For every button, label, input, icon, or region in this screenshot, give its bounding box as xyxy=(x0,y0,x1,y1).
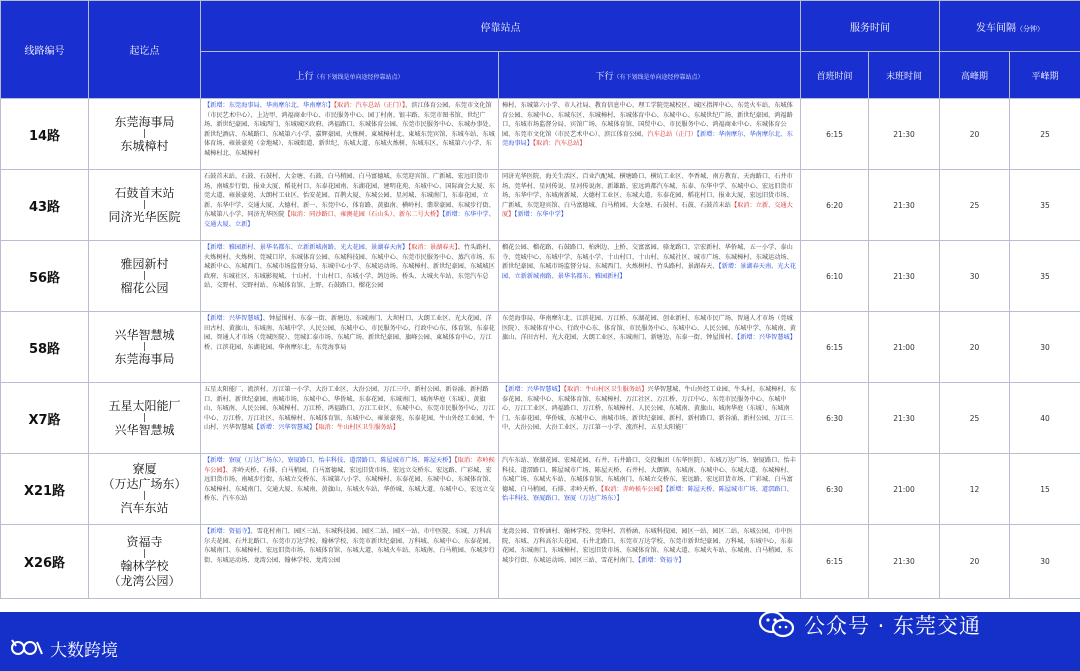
terminus-separator: | xyxy=(142,548,147,559)
first-bus-time: 6:15 xyxy=(801,525,869,599)
up-stops xyxy=(201,383,499,454)
terminus-end-detail: （龙湾公园） xyxy=(108,573,181,588)
terminus-end: 翰林学校 xyxy=(120,558,169,573)
down-stop-list: 榴花公园、榴花路、石鼓路口、柏洲边、上桥、交富富园、骆龙路口、宗宏新村、华侨城、五一小学、泰山寺、莞城中心、东城中学、东城小学、十山村口、十山村、东城社区、城市广场、东城樟村、东城运动场、新世纪豪园、东城市场监督分局、东城西门、火炼树村、竹头路村、景湖春天、 xyxy=(502,244,793,271)
route-terminus xyxy=(89,525,201,599)
terminus-end: 东莞海事局 xyxy=(114,351,175,366)
down-new-stops: 【新增：陈屋天桥、陈屋城市广场、道滘路口、怡丰科技、寮厦路口、寮厦（万达广场东）】 xyxy=(502,485,793,503)
up-stops xyxy=(201,241,499,312)
terminus-end: 同济光华医院 xyxy=(108,209,181,224)
route-terminus xyxy=(89,170,201,241)
down-stop-list: 龙湾公园、宫桥涵村、翰林学校、莞华村、宫桥涵、东城科技园、园区一站、园区二站、东城公园、市中医院、东城、万科高尔夫花园、石井北路口、东莞市万达学校、东莞市新世纪豪园、万科城、东城中心、东泰花园、东城南门、东城樟村、宏远旧货市场、东城体育馆、东城大道、东城火车站、东城南、白马稍园、东城步行街、东城运动场、园区三站、雪花村南门、 xyxy=(502,528,793,564)
peak-interval: 20 xyxy=(940,99,1010,170)
down-cancel-stops: 【取消：赤岭候车公园】 xyxy=(601,485,666,493)
up-stop-list: 石鼓首末站、石鼓、石鼓村、大金塘、石鼓、白马稍园、白马富德城、东莞迎宾馆、广新城、宏远旧货市场、南城步行街、报业大厦、稻花村口、东泰花园南、东湖花园、建明花苑、东城中心、国际商会大厦、东莞大道、雍景豪苑、大朗村工业区、怡安花园、百鹊大厦、东城公园、星河城、东城南门、东泰花园、立新、东华中学、交通大厦、大德村、新一、东莞中心、体育路、黄旗南、横岭村、翡翠豪园、东城步行街、东城第八小学、同济光华医院 xyxy=(204,173,495,219)
down-cancel-stops: 【取消：牛山村区卫生服务站】 xyxy=(563,386,648,393)
down-cancel-stops: 【取消：汽车总站】 xyxy=(532,140,586,148)
table-row xyxy=(1,383,1080,454)
wechat-watermark xyxy=(758,610,981,640)
brand-watermark xyxy=(10,634,118,662)
last-bus-time: 21:00 xyxy=(869,454,940,525)
terminus-start: 雅园新村 xyxy=(120,256,169,271)
table-row xyxy=(1,170,1080,241)
header-down-note: （有下划线是单向途经停靠站点） xyxy=(613,73,704,81)
up-stop-list: 、竹头路村、火炼树村、火炼树、莞城口岸、东城体育公园、东城科技园、东城中心、东莞市民服务中心、蒸汽市场、东城新中心、东城西门、东城市场监督分局、东城中心小学、东城运动场、东城樟村、新世纪豪园、东城城区政府、东城社区、东城影视城、十山村、十山村口、东城小学、鸽边场、桥头、大城火车站、东莞汽车总站、交野村、交野村站、东城体育馆、上野、石鼓路口、榴花公园 xyxy=(204,244,495,290)
header-up-label: 上行 xyxy=(295,71,314,82)
up-stops xyxy=(201,312,499,383)
peak-interval: 20 xyxy=(940,525,1010,599)
up-cancel-stops: 【取消：同沙路口、雍澳花园（石山头）、新东二号大桥】 xyxy=(284,211,443,219)
route-terminus xyxy=(89,99,201,170)
wechat-account-name: 公众号 · 东莞交通 xyxy=(804,614,982,638)
header-interval xyxy=(940,1,1080,52)
down-stops xyxy=(499,312,801,383)
up-cancel-stops: 【取消：赤岭候车公园】 xyxy=(204,457,495,474)
down-new-stops: 【新增：华南摩尔、华南摩尔北、东莞海事局】 xyxy=(502,130,793,148)
route-terminus xyxy=(89,383,201,454)
route-number: X26路 xyxy=(1,525,89,599)
terminus-end: 榴花公园 xyxy=(120,280,169,295)
down-stop-list: 汽车东站、寮湖花园、宏城花园、石井、石井路口、交投集团（东华医院）、东城万达广场、寮厦路口、怡丰科技、道滘路口、陈屋城市广场、陈屋天桥、石井村、大朗镇、东城南、东城中心、东城大道、东城樟村、东城广场、东城火车站、东城体育馆、东城南门、东城立交桥东、宏远路、宏远旧货市场、广彩城、白马富德城、白马稍园、石排、赤岭天桥、 xyxy=(502,457,796,493)
bigdata-logo-icon xyxy=(10,634,46,662)
header-service-time: 服务时间 xyxy=(801,1,940,52)
offpeak-interval: 40 xyxy=(1010,383,1080,454)
first-bus-time: 6:10 xyxy=(801,241,869,312)
down-stop-list: 樟村、东城第六小学、市人社局、教育信息中心、理工学院莞城校区、城区指挥中心、东莞火车站、东城体育公园、东城中心、东城东区、东城樟村、东城体育中心、东城中心、东城世纪广场、新世纪豪园、鸿福路口、东城市场监督分局、宾馆广场、东城体育馆、国贸中心、市民服务中心、鸿福商业中心、东城体育公园、东莞市文化馆（市民艺术中心）、滨江体育公园、 xyxy=(502,102,793,138)
table-row xyxy=(1,99,1080,170)
first-bus-time: 6:20 xyxy=(801,170,869,241)
up-stop-list: 五星太阳能厂、流滨村、万江第一小学、大汾工业区、大汾公园、万江三中、新村公园、新谷涌、新村路口、新村、新世纪豪园、南城市场、东城中心、华侨城、东泰花园、东城南门、城南华庭（东城）、黄旗山、东城南、人民公园、东城樟村、万江桥、鸿福路口、万江工业区、东城中心、东莞市民服务中心、万江中心、万江桥、万江社区、东城樟村、东城体育馆、东城中心、雍景豪苑、东泰花园、牛山外经工业园、牛山村、兴华智慧城 xyxy=(204,386,495,432)
down-new-stops: 【新增：兴华智慧城】 xyxy=(502,386,564,393)
up-stops xyxy=(201,525,499,599)
header-up xyxy=(201,52,499,99)
table-row xyxy=(1,525,1080,599)
down-stops xyxy=(499,525,801,599)
up-stop-list: 、滨江体育公园、东莞市文化馆（市民艺术中心）、上边甲、鸿福商业中心、市民服务中心、园丁村南、银丰路、东莞市图书馆、世纪广场、新世纪豪园、东城西门、东城城区政府、鸿福路口、东城体育公园、东莞市民服务中心、东城办事处、新世纪酒店、东城路口、东城第六小学、嘉辉豪园、火炼树、東城樟村北、東城东莞宾馆、东城车站、东城体育场、雍景豪苑（金地城）、东城街道、新世纪、东城大道、东城火炼树、东城东区、东城第六小学、东城樟村北、东城樟村 xyxy=(204,102,495,157)
terminus-separator: | xyxy=(142,270,147,281)
down-stops xyxy=(499,99,801,170)
up-new-stops: 【新增：东华中学、交通大厦、立新】 xyxy=(204,211,495,228)
offpeak-interval: 15 xyxy=(1010,454,1080,525)
route-number: 56路 xyxy=(1,241,89,312)
terminus-start: 寮厦 xyxy=(132,462,157,476)
header-interval-unit: （分钟） xyxy=(1016,24,1044,33)
up-cancel-stops: 【取消：景湖春天】 xyxy=(408,244,458,251)
last-bus-time: 21:30 xyxy=(869,170,940,241)
terminus-start: 兴华智慧城 xyxy=(114,327,175,342)
down-extra-stop: 汽车总站（正门） xyxy=(647,130,697,138)
route-number: X21路 xyxy=(1,454,89,525)
header-stops: 停靠站点 xyxy=(201,1,801,52)
header-down xyxy=(499,52,801,99)
brand-name: 大数跨境 xyxy=(50,640,118,661)
down-stops xyxy=(499,383,801,454)
up-stop-list: 、钟屋围村、东泰一街、新塘边、东城南门、大坝村口、大朗工业区、光大花园、洋田古村、黄旗山、东城南、东城中学、人民公园、东城中心、市民服务中心、行政中心东、体育馆、东泰花园、智通人才市场（莞城医院）、莞城汇泰市场、东城广场、新世纪豪园、旗峰公园、東城体育中心、万江桥、江滨花园、东湖花园、华南摩尔北、东莞海事局 xyxy=(204,315,495,351)
peak-interval: 25 xyxy=(940,383,1010,454)
terminus-separator: | xyxy=(142,199,147,210)
route-number: 58路 xyxy=(1,312,89,383)
up-new-stops: 【新增：寮厦（万达广场东）、寮厦路口、怡丰科技、道滘路口、陈屋城市广场、陈屋天桥】 xyxy=(204,457,455,464)
terminus-separator: | xyxy=(142,128,147,139)
up-cancel-stops: 【取消：牛山村区卫生服务站】 xyxy=(315,424,399,432)
down-new-stops: 【新增：资福寺】 xyxy=(638,556,685,564)
header-last-bus: 末班时间 xyxy=(869,52,940,99)
down-stop-list: 同济光华医院、海关生活区、百业汽配城、横塘路口、横坑工业区、李香城、南方教育、天海路口、石井市场、莞华村、星河传说、星河传说南、新雄路、宏远鸿都汽车城、东泰、东华中学、东城中心、宏远旧货市场、东华中学、东城南新城、大德村工业区、东城大道、东泰花园、稻花村口、报业大厦、宏远旧货市场、广新城、东莞迎宾馆、白马富德城、白马稍园、大金塘、石鼓村、石鼓、石鼓首末站 xyxy=(502,173,793,209)
header-interval-label: 发车间隔 xyxy=(976,22,1016,34)
up-new-stops: 【新增：资福寺】 xyxy=(204,528,251,535)
header-offpeak: 平峰期 xyxy=(1010,52,1080,99)
terminus-start: 五星太阳能厂 xyxy=(108,398,181,413)
terminus-end: 兴华智慧城 xyxy=(114,422,175,437)
first-bus-time: 6:30 xyxy=(801,454,869,525)
offpeak-interval: 35 xyxy=(1010,241,1080,312)
header-up-note: （有下划线是单向途经停靠站点） xyxy=(313,73,404,81)
up-new-stops: 【新增：东莞海事局、华南摩尔北、华南摩尔】 xyxy=(204,102,334,109)
header-first-bus: 首班时间 xyxy=(801,52,869,99)
peak-interval: 12 xyxy=(940,454,1010,525)
down-stop-list: 东莞海事局、华南摩尔北、江滨花园、万江桥、东湖花园、创业新村、东城市民广场、智通人才市场（莞城医院）、东城体育中心、行政中心东、体育馆、市民服务中心、东城中心、人民公园、东城中学、东城南、黄旗山、洋田古村、光大花园、大朗工业区、东城南门、新塘边、东泰一街、钟屋围村、 xyxy=(502,315,796,342)
header-terminus: 起讫点 xyxy=(89,1,201,99)
last-bus-time: 21:30 xyxy=(869,383,940,454)
down-cancel-stops: 【取消：立新、交通大厦】 xyxy=(502,201,793,219)
up-new-stops: 【新增：兴华智慧城】 xyxy=(253,424,316,432)
peak-interval: 20 xyxy=(940,312,1010,383)
offpeak-interval: 35 xyxy=(1010,170,1080,241)
up-new-stops: 【新增：雅园新村、景华名都东、立新新城南路、光大花园、景湖春天南】 xyxy=(204,244,409,251)
offpeak-interval: 25 xyxy=(1010,99,1080,170)
terminus-separator: | xyxy=(142,412,147,423)
first-bus-time: 6:15 xyxy=(801,99,869,170)
last-bus-time: 21:30 xyxy=(869,241,940,312)
route-terminus xyxy=(89,312,201,383)
peak-interval: 25 xyxy=(940,170,1010,241)
first-bus-time: 6:15 xyxy=(801,312,869,383)
terminus-start-detail: （万达广场东） xyxy=(102,477,187,491)
down-new-stops: 【新增：景湖春天南、光大花园、立新新城南路、景华名都东、雅园新村】 xyxy=(502,263,796,280)
last-bus-time: 21:30 xyxy=(869,99,940,170)
terminus-start: 资福寺 xyxy=(126,534,163,549)
down-stops xyxy=(499,454,801,525)
offpeak-interval: 30 xyxy=(1010,525,1080,599)
table-row xyxy=(1,241,1080,312)
terminus-start: 东莞海事局 xyxy=(114,114,175,129)
terminus-separator: | xyxy=(142,491,147,501)
terminus-end: 东城樟村 xyxy=(120,138,169,153)
header-peak: 高峰期 xyxy=(940,52,1010,99)
route-number: 43路 xyxy=(1,170,89,241)
route-number: 14路 xyxy=(1,99,89,170)
up-stops xyxy=(201,170,499,241)
offpeak-interval: 30 xyxy=(1010,312,1080,383)
terminus-separator: | xyxy=(142,341,147,352)
up-stop-list: 、雪花村南门、园区三站、东城科技园、园区二站、园区一站、市中医院、东城、万科高尔夫花园、石井北路口、东莞市万达学校、翰林学校、东莞市新世纪豪园、万科城、东城中心、东泰花园、东城南门、东城樟村、宏远旧货市场、东城体育馆、东城大道、东城火车站、东城南、白马稍园、东城步行街、东城运动场、龙湾公园、翰林学校、龙湾公园 xyxy=(204,528,495,564)
up-new-stops: 【新增：兴华智慧城】 xyxy=(204,315,263,322)
first-bus-time: 6:30 xyxy=(801,383,869,454)
peak-interval: 30 xyxy=(940,241,1010,312)
last-bus-time: 21:00 xyxy=(869,312,940,383)
route-terminus xyxy=(89,454,201,525)
terminus-start: 石鼓首末站 xyxy=(114,185,175,200)
route-terminus xyxy=(89,241,201,312)
last-bus-time: 21:30 xyxy=(869,525,940,599)
terminus-end: 汽车东站 xyxy=(120,501,169,515)
route-number: X7路 xyxy=(1,383,89,454)
up-stops xyxy=(201,454,499,525)
down-new-stops: 【新增：兴华智慧城】 xyxy=(737,334,796,342)
down-stops xyxy=(499,241,801,312)
header-down-label: 下行 xyxy=(595,71,614,82)
table-row xyxy=(1,454,1080,525)
down-stop-list: 兴华智慧城、牛山外经工业园、牛头村、东城樟村、东泰花园、东城中心、东城体育馆、东城樟村、万江社区、万江桥、万江中心、东莞市民服务中心、东城中心、万江工业区、鸿福路口、万江桥、东城樟村、人民公园、东城南、黄旗山、城南华庭（东城）、东城南门、东泰花园、华侨城、东城中心、南城市场、新世纪豪园、新村、新村路口、新谷涌、新村公园、万江三中、大汾公园、大汾工业区、万江第一小学、流滨村、五星太阳能厂 xyxy=(502,386,796,432)
table-row xyxy=(1,312,1080,383)
down-stops xyxy=(499,170,801,241)
up-stops xyxy=(201,99,499,170)
down-new-stops: 【新增：东华中学】 xyxy=(514,211,567,219)
up-cancel-stops: 【取消：汽车总站（正门）】 xyxy=(333,102,406,109)
wechat-icon xyxy=(758,610,796,640)
up-stop-list: 、赤岭天桥、石排、白马稍园、白马富德城、宏远旧货市场、宏远立交桥东、宏远路、广彩城、宏远旧货市场、南城步行街、东城立交桥东、东城第八小学、东城樟村、东泰花园、东城中心、东城体育馆、东城樟村、东城南门、交通大厦、东城南、黄旗山、东城火车站、华侨城、东城大道、东城中心、宏远立交桥东、汽车东站 xyxy=(204,466,495,503)
header-route-no: 线路编号 xyxy=(1,1,89,99)
